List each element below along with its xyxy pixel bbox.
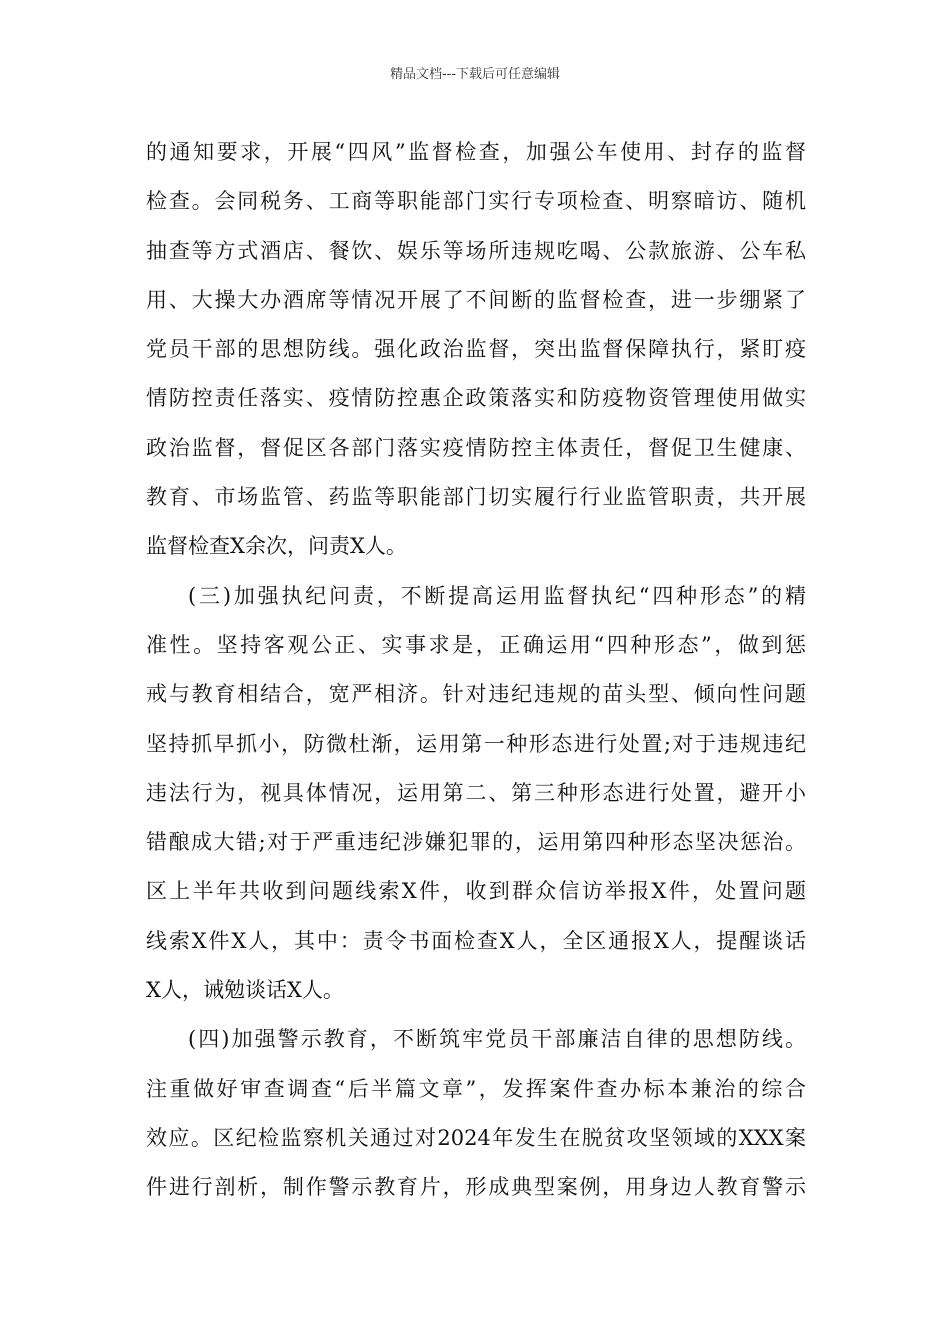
body-line: 注重做好审查调查“后半篇文章”，发挥案件查办标本兼治的综合	[146, 1076, 806, 1101]
body-line: 坚持抓早抓小，防微杜渐，运用第一种形态进行处置;对于违规违纪	[146, 731, 806, 756]
body-line: 件进行剖析，制作警示教育片，形成典型案例，用身边人教育警示	[146, 1175, 806, 1200]
body-line: 教育、市场监管、药监等职能部门切实履行行业监管职责，共开展	[146, 485, 806, 510]
page-header: 精品文档---下载后可任意编辑	[389, 67, 561, 82]
body-line: 准性。坚持客观公正、实事求是，正确运用“四种形态”，做到惩	[146, 632, 806, 657]
section-heading-line: (四)加强警示教育，不断筑牢党员干部廉洁自律的思想防线。	[188, 1027, 806, 1052]
body-line: 线索X件X人，其中：责令书面检查X人，全区通报X人，提醒谈话	[146, 928, 806, 953]
body-line: 戒与教育相结合，宽严相济。针对违纪违规的苗头型、倾向性问题	[146, 682, 806, 707]
body-line: 政治监督，督促区各部门落实疫情防控主体责任，督促卫生健康、	[146, 435, 806, 460]
section-heading-line: (三)加强执纪问责，不断提高运用监督执纪“四种形态”的精	[188, 583, 806, 608]
body-line: 抽查等方式酒店、餐饮、娱乐等场所违规吃喝、公款旅游、公车私	[146, 238, 806, 263]
body-line: 区上半年共收到问题线索X件，收到群众信访举报X件，处置问题	[146, 879, 806, 904]
body-line: 错酿成大错;对于严重违纪涉嫌犯罪的，运用第四种形态坚决惩治。	[146, 830, 806, 855]
body-line: 检查。会同税务、工商等职能部门实行专项检查、明察暗访、随机	[146, 189, 806, 214]
body-line: X人，诫勉谈话X人。	[146, 978, 344, 1003]
document-body	[146, 128, 806, 1213]
body-line: 用、大操大办酒席等情况开展了不间断的监督检查，进一步绷紧了	[146, 287, 806, 312]
body-line: 违法行为，视具体情况，运用第二、第三种形态进行处置，避开小	[146, 780, 806, 805]
body-line: 的通知要求，开展“四风”监督检查，加强公车使用、封存的监督	[146, 140, 806, 164]
body-line: 情防控责任落实、疫情防控惠企政策落实和防疫物资管理使用做实	[146, 386, 806, 411]
body-line: 党员干部的思想防线。强化政治监督，突出监督保障执行，紧盯疫	[146, 337, 806, 362]
body-line: 监督检查X余次，问责X人。	[146, 534, 407, 559]
body-line: 效应。区纪检监察机关通过对2024年发生在脱贫攻坚领域的XXX案	[146, 1125, 806, 1150]
